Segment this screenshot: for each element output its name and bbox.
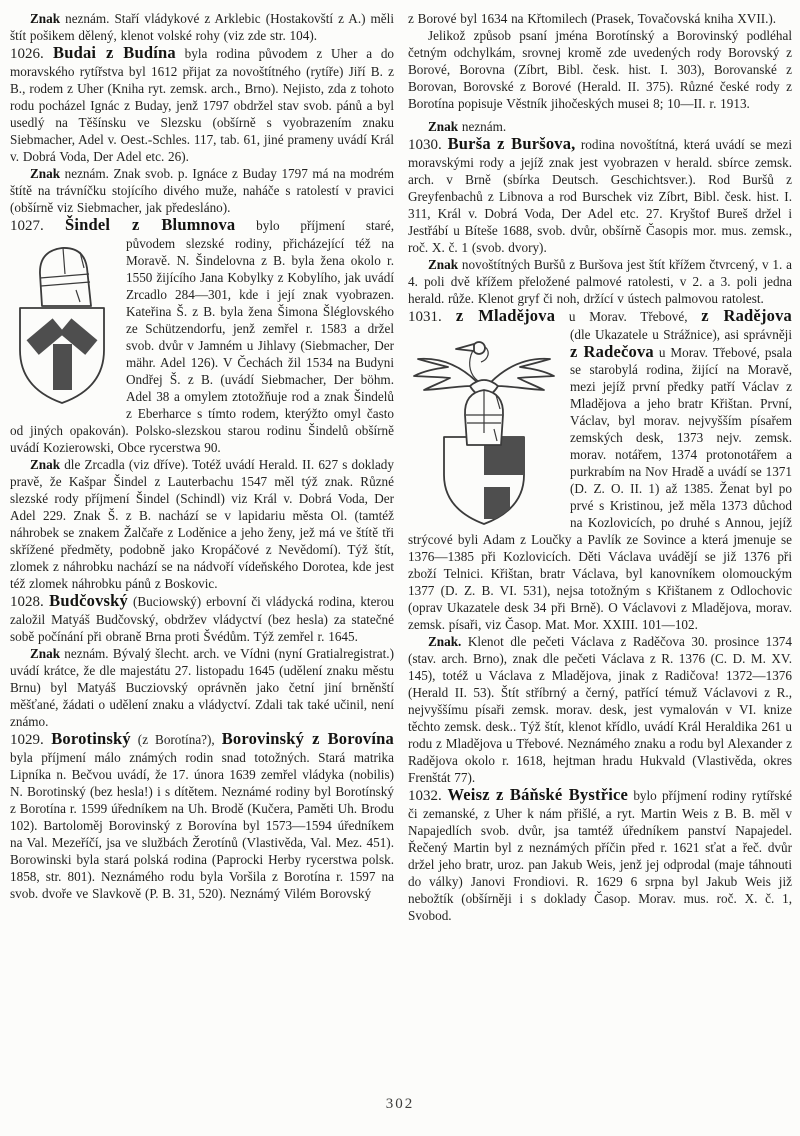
- family-name: Weisz z Báňské Bystřice: [447, 785, 629, 804]
- entry-text: původem slezské rodiny, přicházející též na Moravě. N. Šindelovna z B. byla žena okolo r. 1550 žijícího Jana Kobylky z Kobylího, jak uvádí Zrcadlo 284—301, kde i její znak vyobrazen. Kateřina Š. z B. byla žena Šimona Šléglovského ze Schützendorfu, jenž zemřel r. 1583 a držel svob. dvůr v Jamném u Jihlavy (Siebmacher, Der mähr. Adel 126). V Čechách žil 1534 na Budyni Ondřej Š. z B. (uvádí Siebmacher, Der böhm. Adel 38 a omylem ztotožňuje rod a znak Šindelů z Eberharce s tímto rodem, kterýžto omyl často od jiných opakován). Polsko-slezskou starou rodinu Šindelů obšírně uvádí Kozierowski, Obce rycerstwa 90.: [10, 236, 394, 455]
- entry-number: 1032.: [408, 788, 448, 804]
- znak-text: Klenot dle pečeti Václava z Raděčova 30. prosince 1374 (stav. arch. Brno), znak dle pečeti Václava z R. 1376 (C. D. M. XV. 145), totéž u Václava z Mladějova, jinak z Radičova! 1372—1376 (Herald II. 53). Štít stříbrný a černý, patřící témuž Václavovi z R., nejvyššímu písaři zemsk. morav. desk, jest vymalován v VI. knize těchto zemsk. desk.. Týž štít, klenot křídlo, uvádí Král Heraldika 261 u rodu z Mladějova u Třebové. Neznámého znaku a rodu byl Alexander z Radějova okolo r. 1618, hejtman hradu Hukvald (Vlastivěda, okres Frenštát 77).: [408, 634, 792, 785]
- paragraph-text: z Borové byl 1634 na Křtomilech (Prasek, Tovačovská kniha XVII.).: [408, 11, 777, 26]
- entry-1028: [10, 592, 394, 645]
- entry-number: 1030.: [408, 137, 448, 153]
- entry-text: u Morav. Třebové, psala se starobylá rodina, žijící na Moravě, mezi jejíž první předky patří Václav z Mladějova a jeho bratr Křištan. První, Václav, byl morav. nejvyšším písařem zemských desk, 1373 nejv. zemsk. morav. notářem, 1374 protonotářem a purkrabím na Nov Hradě a uvádí se 1371 (D. Z. O. II. 1) až 1385. Ženat byl po prvé s Kristinou, jež měla 1373 důchod na Kozlovicích, po druhé s Annou, jejíž strýcové byli Adam z Loučky a Pavlík ze Sovince a která jmenuje se 1376—1385 při Kozlovicích. Děti Václava uvádějí se již 1376 při zboží Telnici. Křištan, bratr Václava, byl kanovníkem olomouckým 1377 (D. Z. B. VI. 531), nejsa totožným s Křištanem z Odlochovic (oprav Ukazatele desk 34 při Brně). O Václavovi z Mladějova, morav. zemsk. písaři, viz Časop. Mat. Mor. XXIII. 101—102.: [408, 345, 792, 632]
- family-name: Budčovský: [49, 591, 129, 610]
- left-column: [10, 10, 394, 924]
- entry-number: 1028.: [10, 594, 50, 610]
- two-column-text: [10, 10, 792, 924]
- znak-paragraph: [408, 118, 792, 135]
- znak-lead: Znak: [30, 11, 61, 26]
- entry-text: (z Borotína?),: [130, 732, 222, 747]
- znak-text: neznám. Znak svob. p. Ignáce z Buday 1797 má na modrém štítě na trávníčku stojícího divého muže, naháče s ratolestí v pravici (obšírně viz Siebmacher, jak předesláno).: [10, 166, 394, 215]
- znak-paragraph-1027: [10, 456, 394, 592]
- family-name: z Mladějova: [455, 306, 556, 325]
- family-name: Budai z Budína: [52, 43, 176, 62]
- right-column: [408, 10, 792, 924]
- family-name: Burša z Buršova,: [447, 134, 576, 153]
- entry-text: (Buciowský) erbovní či vládycká rodina, kterou založil Matyáš Budčovský, obdržev vládyctví (bez hesla) za statečné sobě počínání při obraně Brna proti Švédům. Týž zemřel r. 1645.: [10, 594, 395, 644]
- entry-number: 1026.: [10, 46, 53, 62]
- entry-1030: [408, 135, 792, 256]
- znak-text: novoštítných Buršů z Buršova jest štít křížem čtvrcený, v 1. a 4. poli dvě křížem přeložené palmové ratolesti, v 2. a 3. poli jedna herald. růže. Klenot gryf či noh, držící v ústech palmovou ratolest.: [408, 257, 792, 306]
- entry-1032: [408, 786, 792, 924]
- entry-1027-heading: [10, 216, 394, 235]
- znak-lead: Znak: [428, 119, 459, 134]
- entry-1029: [10, 730, 394, 902]
- bird-beak: [456, 344, 474, 351]
- entry-number: 1031.: [408, 309, 456, 325]
- entry-1026: [10, 44, 394, 165]
- family-name: Borotinský: [51, 729, 131, 748]
- entry-1031-body: [408, 326, 792, 633]
- znak-paragraph-1030: [408, 256, 792, 307]
- znak-text: neznám. Bývalý šlecht. arch. ve Vídni (nyní Gratialregistrat.) uvádí krátce, že dle majestátu 27. listopadu 1645 (udělení znaku městu Brnu) byl Matyáš Bucziovský oprávněn jako četní jiní brněnští měšťané, žádati o udělení znaku a vládyctví. Zdali tak také učinil, není známo.: [10, 646, 394, 729]
- znak-lead: Znak: [30, 166, 61, 181]
- entry-text: bylo příjmení rodiny rytířské či zemanské, z Uher k nám přišlé, a ryt. Martin Weis z B. B. měl v Napajedlích svob. dvůr, jsa tamtéž úředníkem panství Napajedel. Řečený Martin byl z neznámých příčin před r. 1621 sťat a řeč. dvůr držel jeho bratr, uroz. pan Jakub Weis, jenž jej odprodal (maje táhnouti do války) Janovi Frondiovi. R. 1629 6 srpna byl Jakub Weis již nebožtík (obšírněji i s doklady Časop. Morav. mus. roč. X. č. 1, Svobod.: [408, 788, 792, 923]
- entry-number: 1027.: [10, 218, 65, 234]
- entry-text: rodina novoštítná, která uvádí se mezi moravskými rody a jejíž znak jest vyobrazen v herald. sbírce zemsk. arch. v Brně (sbírka Deutsch. Geschichtsver.). Rod Buršů z Greyfenbachů z Libnova a rod Burschek viz Zíbrt, Bibl. česk. hist. I. 311, Král v. Dobrá Voda, Der Adel etc. 27. Kryštof Bureš držel i Jestřábí u Bíteše 1688, svob. dvůr, obšírně Časopis mor. mus. zemsk., roč. X. č. 1 (svob. dvory).: [408, 137, 792, 255]
- znak-lead: Znak: [30, 457, 61, 472]
- entry-text: (dle Ukazatele u Strážnice), asi správněji: [570, 327, 792, 342]
- znak-text: dle Zrcadla (viz dříve). Totéž uvádí Herald. II. 627 s doklady pravě, že Kašpar Šindel z Lauterbachu 1547 měl týž znak. Různé slezské rody příjmení Šindel (Schindl) viz Král v. Dobrá Voda, Der Adel 229. Znak Š. z B. nachází se v lapidariu města Ol. (tamtéž náhrobek se znakem Žalčaře z Loděnice a jeho ženy, jež má ve štítě tři skřížené předměty, podobně jako Kropáčové z Nevědomí). Týž štít, zlomek z náhrobku nachází se na nádvoří vídeňského Dorotea, kde jest též zlomek náhrobku pánů z Boskovic.: [10, 457, 394, 591]
- entry-text: u Morav. Třebové,: [555, 309, 702, 324]
- family-name: z Radečova: [570, 342, 654, 361]
- sindel-coat-of-arms-figure: [10, 238, 116, 408]
- entry-text: byla rodina původem z Uher a do moravského rytířstva byl 1612 přijat za novoštítného (rytíře) Jiří B. z B., rodem z Uher (Kniha ryt. zemsk. arch., Brno). Nejisto, zda z tohoto rodu pocházel Ignác z Buday, jenž 1797 obdržel stav svob. pánů a byl usedlý na Těšínsku ve Slezsku (obšírně s vyobrazením znaku Siebmacher, Adel v. Oest.-Schles. 117, tab. 61, jiné prameny uvádí Král v. Dobrá Voda, Der Adel etc. 26).: [10, 46, 395, 164]
- znak-paragraph-1031: [408, 633, 792, 786]
- znak-text: neznám.: [458, 119, 507, 134]
- entry-1031-heading: [408, 307, 792, 326]
- mladejov-coat-of-arms-figure: [408, 329, 560, 529]
- znak-paragraph-1028: [10, 645, 394, 730]
- entry-number: 1029.: [10, 732, 52, 748]
- bird-right-wing: [490, 359, 554, 390]
- family-name: Borovinský z Borovína: [221, 729, 394, 748]
- entry-text: byla příjmení málo známých rodin snad totožných. Stará matrika Lipníka n. Bečvou uvádí, že 17. února 1639 zemřel vládyka (nobilis) N. Borotinský (bez hesla!) i s dítětem. Neznámé rodiny byl Borotínský z Borotína r. 1599 úředníkem na Uh. Brodě (Kučera, Paměti Uh. Brodu 102). Bartoloměj Borovinský z Borovína byl 1573—1594 úředníkem na Val. Mezeříčí, jsa ve službách Žerotínů (Vlastivěda, Val. Mez. 451). Borowinski byla stará polská rodina (Paprocki Herby rycerstwa polsk. 1858, str. 801). Neznámého rodu byla Voršila z Borotína r. 1597 na svob. dvoře ve Slavkově (P. B. 31, 520). Neznámý Vilém Borovský: [10, 750, 394, 901]
- shingle-stem: [53, 344, 72, 390]
- znak-lead: Znak.: [428, 634, 462, 649]
- znak-lead: Znak: [428, 257, 459, 272]
- paragraph: [408, 27, 792, 112]
- znak-paragraph-1026: [10, 165, 394, 216]
- entry-text: bylo příjmení staré,: [235, 218, 395, 233]
- paragraph-continuation: [10, 10, 394, 44]
- bird-left-wing: [414, 359, 478, 390]
- family-name: z Radějova: [701, 306, 792, 325]
- family-name: Šindel z Blumnova: [64, 215, 236, 234]
- entry-1027-body: [10, 235, 394, 456]
- paragraph-text: Jelikož způsob psaní jména Borotínský a Borovinský podléhal četným odchylkám, srovnej kromě zde uvedených rody Borovský z Borové, Borovna (Zíbrt, Bibl. česk. hist. I. 303), Borovanské z Borovan, Borovské z Borové (Herald. II. 375). Různé české rody z Borotína popisuje Věstník jihočeských musei 8; 10—II. r. 1913.: [408, 28, 792, 111]
- page-number: 302: [385, 1096, 415, 1112]
- paragraph-continuation: [408, 10, 792, 27]
- paragraph-text: neznám. Staří vládykové z Arklebic (Hostakovští z A.) měli štít pošikem dělený, klenot volské rohy (viz zde str. 104).: [10, 11, 394, 43]
- znak-lead: Znak: [30, 646, 61, 661]
